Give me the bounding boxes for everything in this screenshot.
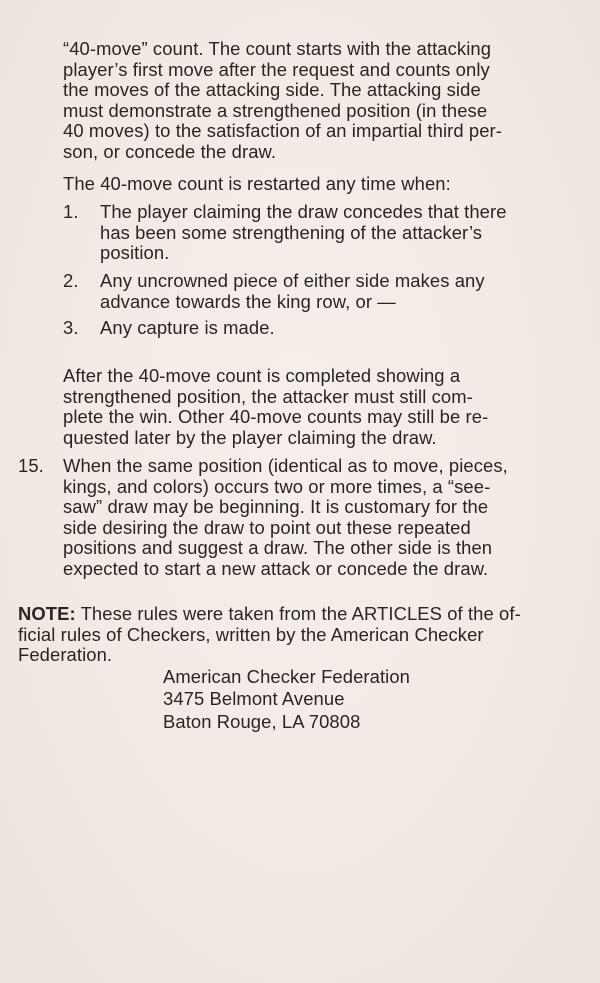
- rule-line: saw” draw may be beginning. It is customary for the: [63, 496, 489, 518]
- intro-line: 40 moves) to the satisfaction of an impartial third per-: [63, 120, 503, 142]
- rule-line: When the same position (identical as to move, pieces,: [63, 455, 508, 476]
- address-line: American Checker Federation: [163, 666, 410, 687]
- rule-line: kings, and colors) occurs two or more times, a “see-: [63, 475, 491, 497]
- after-line: plete the win. Other 40-move counts may still be re-: [63, 406, 489, 428]
- rule-number: 15.: [18, 455, 44, 476]
- note-first-line-text: These rules were taken from the ARTICLES of the of-: [75, 603, 521, 624]
- intro-line: “40-move” count. The count starts with the attacking: [63, 38, 492, 59]
- address-line: Baton Rouge, LA 70808: [163, 710, 361, 732]
- after-line: strengthened position, the attacker must still com-: [63, 385, 473, 407]
- rule-line: side desiring the draw to point out these repeated: [63, 516, 471, 538]
- rule-line: positions and suggest a draw. The other side is then: [63, 537, 493, 559]
- after-line: quested later by the player claiming the draw.: [63, 426, 437, 448]
- list-number: 2.: [63, 270, 79, 291]
- address-line: 3475 Belmont Avenue: [163, 688, 345, 710]
- intro-line: the moves of the attacking side. The attacking side: [63, 79, 481, 101]
- list-item-line: has been some strengthening of the attacker’s: [100, 221, 483, 243]
- restart-lead: [63, 174, 573, 195]
- intro-line: son, or concede the draw.: [63, 140, 277, 162]
- list-number: 1.: [63, 201, 79, 222]
- list-item-text: [100, 202, 580, 264]
- note-first-line: [18, 604, 588, 625]
- address-block: [163, 666, 410, 733]
- after-line: After the 40-move count is completed showing a: [63, 365, 461, 386]
- rule-15-text: [63, 456, 573, 580]
- list-item-line: position.: [100, 242, 170, 264]
- list-item-line: advance towards the king row, or —: [100, 290, 396, 312]
- intro-line: must demonstrate a strengthened position (in these: [63, 99, 488, 121]
- after-paragraph: [63, 366, 573, 448]
- intro-line: player’s first move after the request and counts only: [63, 58, 490, 80]
- list-item-line: Any capture is made.: [100, 317, 275, 338]
- list-number: 3.: [63, 317, 79, 338]
- note-line: ficial rules of Checkers, written by the American Checker: [18, 623, 484, 645]
- rule-line: expected to start a new attack or concede the draw.: [63, 557, 489, 579]
- note-paragraph: [18, 604, 588, 666]
- list-item-text: [100, 271, 580, 312]
- note-label: NOTE:: [18, 603, 76, 624]
- intro-paragraph: [63, 39, 573, 163]
- restart-lead-text: The 40-move count is restarted any time when:: [63, 173, 451, 194]
- list-item-line: Any uncrowned piece of either side makes any: [100, 270, 485, 291]
- list-item-text: [100, 318, 580, 339]
- note-line: Federation.: [18, 644, 113, 666]
- list-item-line: The player claiming the draw concedes that there: [100, 201, 507, 222]
